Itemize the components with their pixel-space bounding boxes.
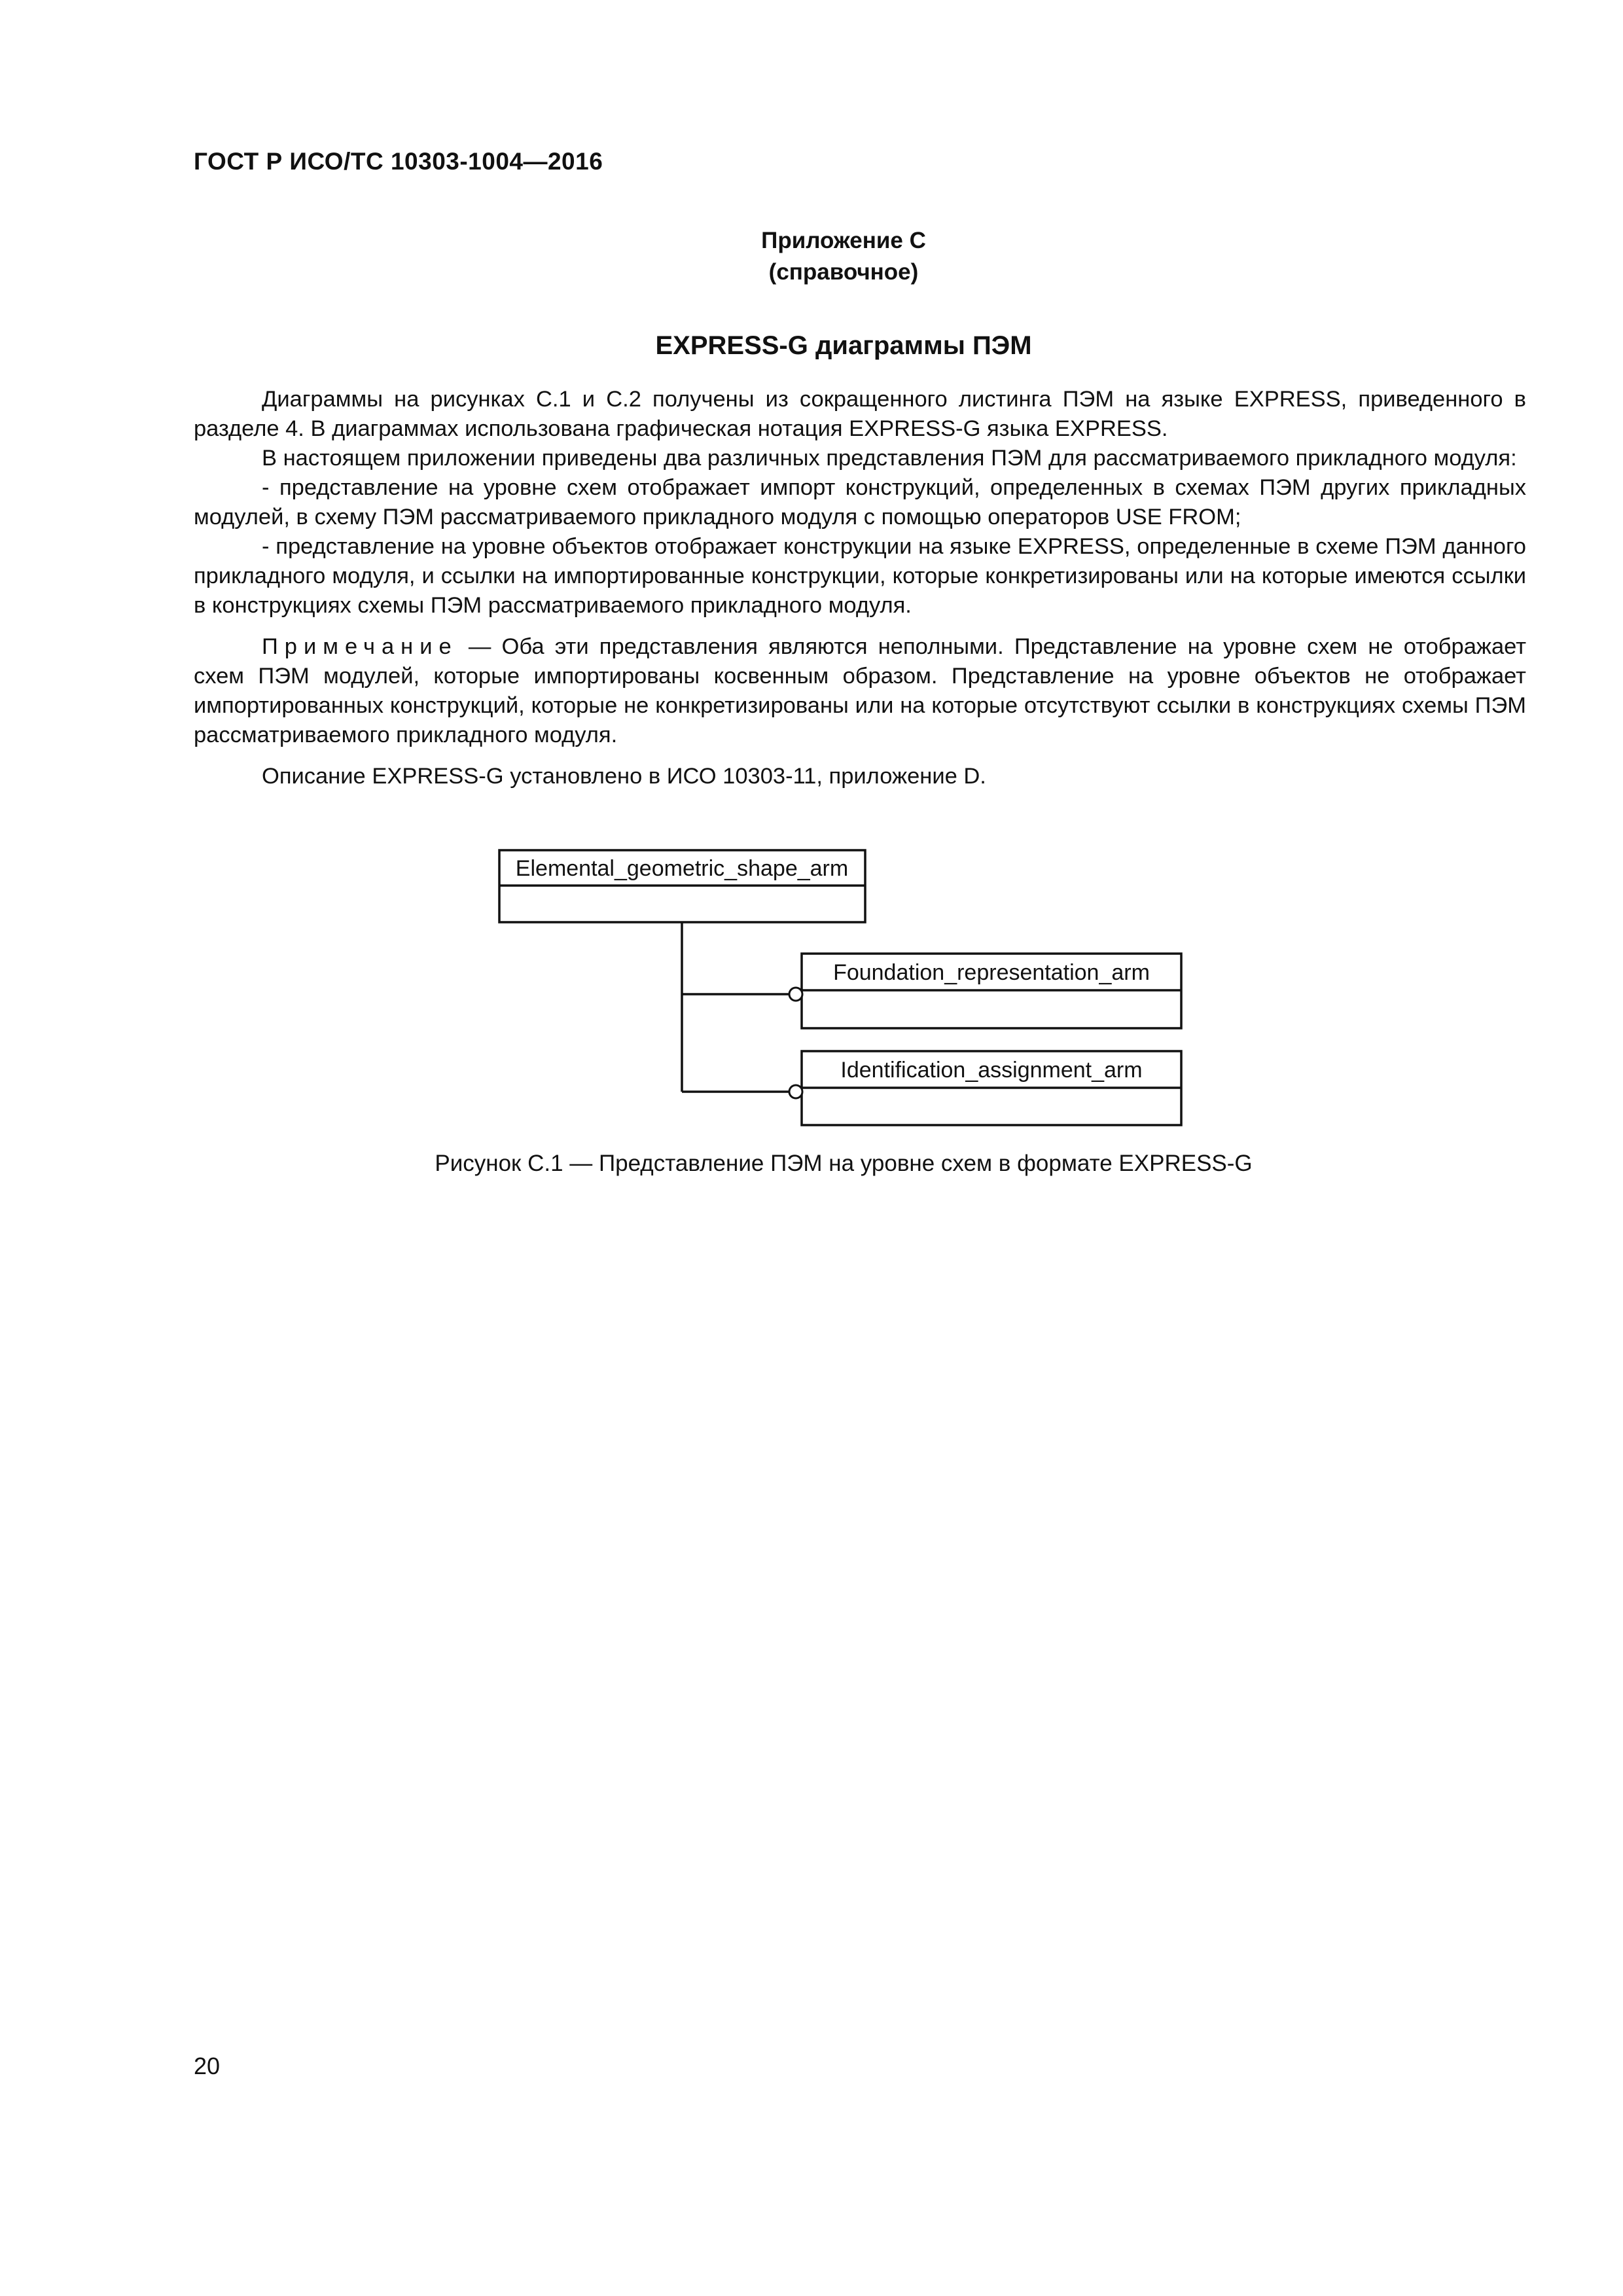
reference-paragraph: Описание EXPRESS-G установлено в ИСО 10303-11, приложение D. — [262, 764, 986, 789]
appendix-title: Приложение C — [761, 228, 926, 253]
figure-caption: Рисунок С.1 — Представление ПЭМ на уровне схем в формате EXPRESS-G — [435, 1151, 1253, 1176]
note-text: — Оба эти представления являются неполными. Представление на уровне схем не отображает схем ПЭМ модулей, которые импортированы косвенным образом. Представление на уровне объектов не отображает импортированных конструкций, которые не конкретизированы или на которые отсутствуют ссылки в конструкциях схемы ПЭМ рассматриваемого прикладного модуля. — [194, 634, 1526, 747]
use-from-marker — [789, 988, 802, 1001]
schema-label: Foundation_representation_arm — [833, 960, 1150, 985]
list-item: - представление на уровне объектов отображает конструкции на языке EXPRESS, определенные в схеме ПЭМ данного прикладного модуля, и ссылки на импортированные конструкции, которые конкретизированы или на которые имеются ссылки в конструкциях схемы ПЭМ рассматриваемого прикладного модуля. — [194, 534, 1526, 618]
list-item: - представление на уровне схем отображает импорт конструкций, определенных в схемах ПЭМ других прикладных модулей, в схему ПЭМ рассматриваемого прикладного модуля с помощью операторов USE FROM; — [194, 475, 1526, 529]
schema-label: Identification_assignment_arm — [840, 1058, 1143, 1083]
paragraph: В настоящем приложении приведены два различных представления ПЭМ для рассматриваемого прикладного модуля: — [262, 446, 1517, 471]
paragraph: Диаграммы на рисунках С.1 и С.2 получены из сокращенного листинга ПЭМ на языке EXPRESS, приведенного в разделе 4. В диаграммах использована графическая нотация EXPRESS-G языка EXPRESS. — [194, 387, 1526, 441]
note-label: Примечание — [262, 634, 458, 659]
document-header: ГОСТ Р ИСО/ТС 10303-1004—2016 — [194, 148, 603, 175]
page-number: 20 — [194, 2053, 221, 2079]
use-from-marker — [789, 1085, 802, 1098]
section-title: EXPRESS-G диаграммы ПЭМ — [655, 331, 1032, 360]
schema-label: Elemental_geometric_shape_arm — [515, 856, 849, 881]
appendix-subtitle: (справочное) — [768, 259, 919, 285]
